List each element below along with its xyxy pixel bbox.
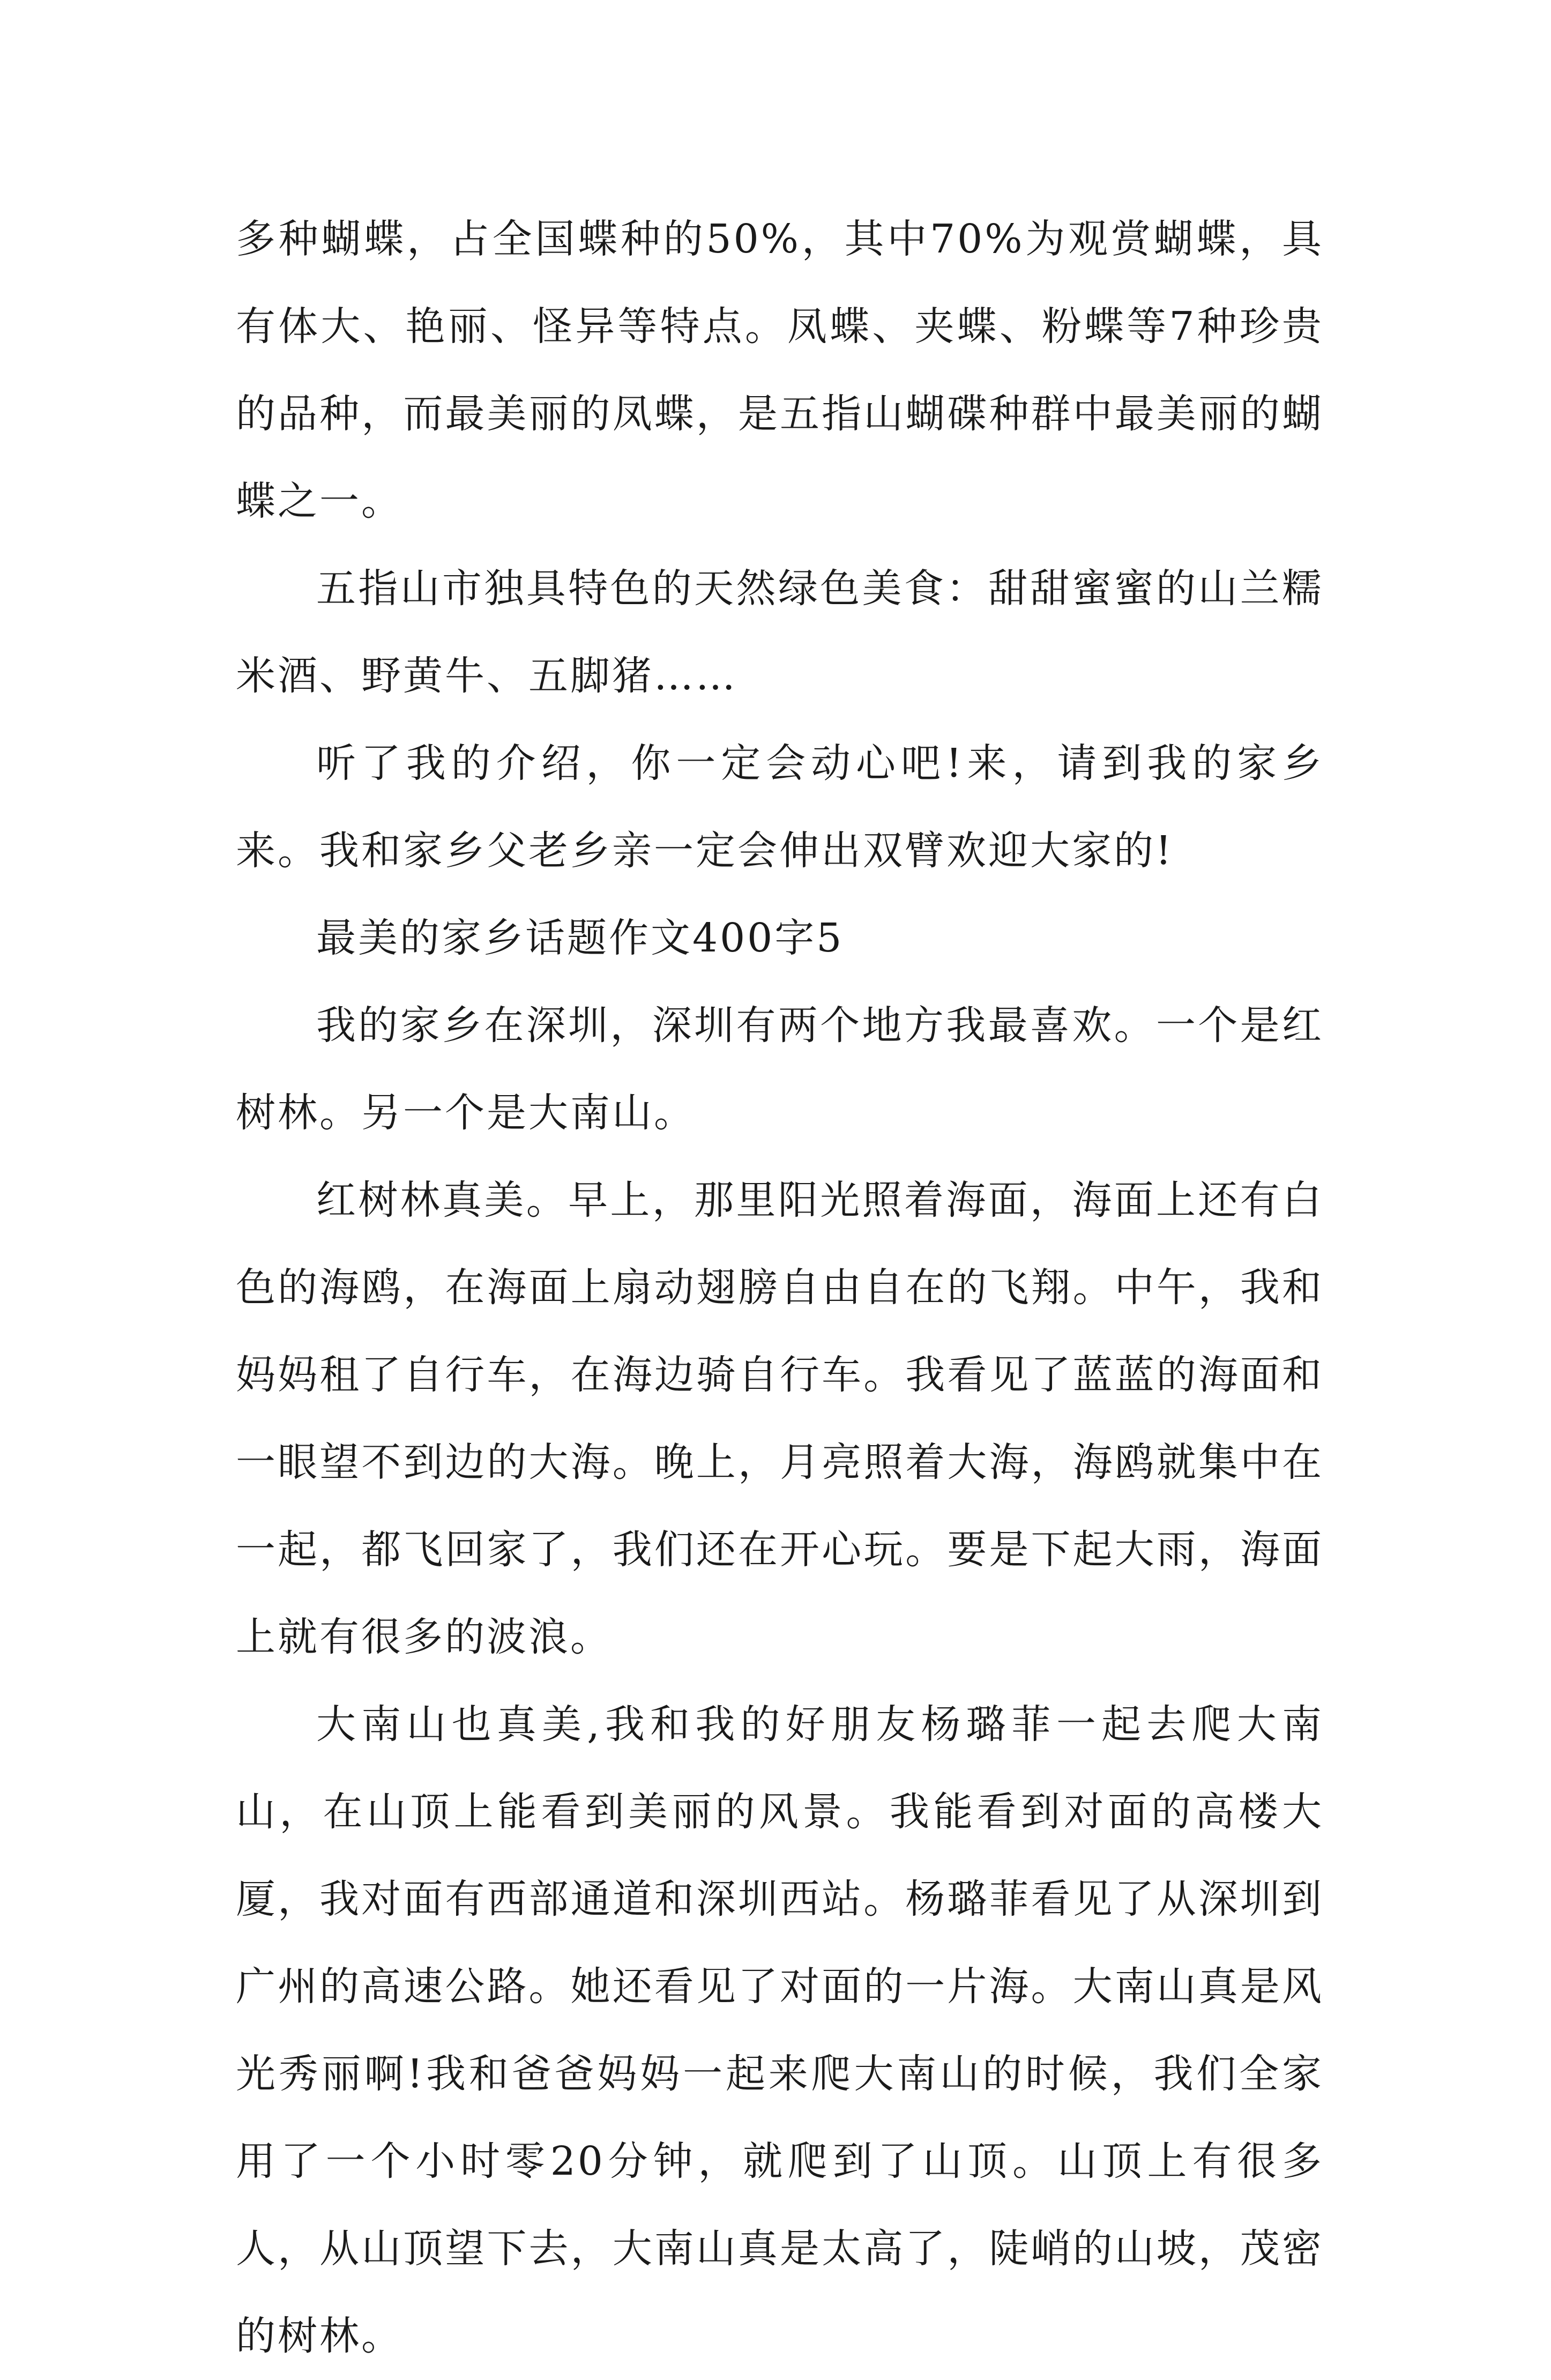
- document-body: [236, 196, 1324, 2380]
- paragraph-local-food: 五指山市独具特色的天然绿色美食：甜甜蜜蜜的山兰糯米酒、野黄牛、五脚猪……: [236, 566, 1324, 699]
- paragraph-shenzhen-intro: 我的家乡在深圳，深圳有两个地方我最喜欢。一个是红树林。另一个是大南山。: [236, 1002, 1324, 1136]
- paragraph-invitation: 听了我的介绍，你一定会动心吧!来，请到我的家乡来。我和家乡父老乡亲一定会伸出双臂欢迎大家的!: [236, 740, 1324, 874]
- paragraph-mangrove: 红树林真美。早上，那里阳光照着海面，海面上还有白色的海鸥，在海面上扇动翅膀自由自在的飞翔。中午，我和妈妈租了自行车，在海边骑自行车。我看见了蓝蓝的海面和一眼望不到边的大海。晚上，月亮照着大海，海鸥就集中在一起，都飞回家了，我们还在开心玩。要是下起大雨，海面上就有很多的波浪。: [236, 1177, 1324, 1660]
- paragraph-danan-mountain: 大南山也真美,我和我的好朋友杨璐菲一起去爬大南山，在山顶上能看到美丽的风景。我能看到对面的高楼大厦，我对面有西部通道和深圳西站。杨璐菲看见了从深圳到广州的高速公路。她还看见了对面的一片海。大南山真是风光秀丽啊!我和爸爸妈妈一起来爬大南山的时候，我们全家用了一个小时零20分钟，就爬到了山顶。山顶上有很多人，从山顶望下去，大南山真是太高了，陡峭的山坡，茂密的树林。: [236, 1701, 1324, 2359]
- paragraph-butterflies: 多种蝴蝶，占全国蝶种的50%，其中70%为观赏蝴蝶，具有体大、艳丽、怪异等特点。凤蝶、夹蝶、粉蝶等7种珍贵的品种，而最美丽的凤蝶，是五指山蝴碟种群中最美丽的蝴蝶之一。: [236, 216, 1324, 524]
- section-heading: 最美的家乡话题作文400字5: [316, 915, 844, 961]
